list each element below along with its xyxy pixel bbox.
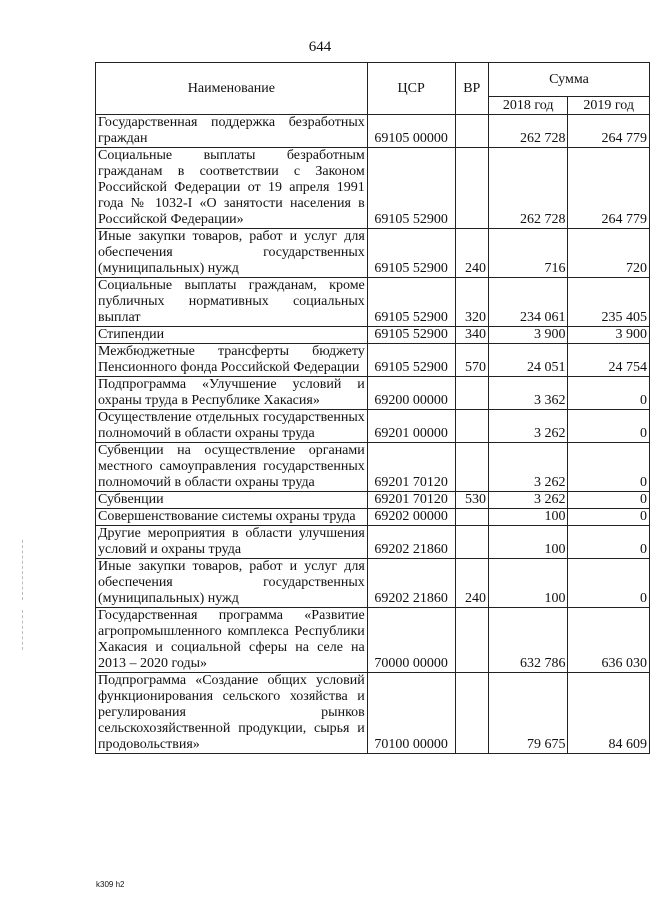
row-sum-2019: 0 xyxy=(568,559,650,608)
row-csr: 69105 52900 xyxy=(367,148,455,229)
table-row xyxy=(96,526,650,559)
row-vr xyxy=(455,443,488,492)
header-csr: ЦСР xyxy=(367,63,455,115)
row-vr: 530 xyxy=(455,492,488,509)
row-vr xyxy=(455,526,488,559)
header-vr: ВР xyxy=(455,63,488,115)
binding-mark-upper xyxy=(22,540,24,600)
row-csr: 69105 52900 xyxy=(367,327,455,344)
row-csr: 69200 00000 xyxy=(367,377,455,410)
row-sum-2018: 3 262 xyxy=(489,443,568,492)
binding-mark-lower xyxy=(22,610,24,650)
row-sum-2018: 100 xyxy=(489,526,568,559)
header-sum: Сумма xyxy=(489,63,650,97)
row-vr xyxy=(455,115,488,148)
row-vr xyxy=(455,608,488,673)
table-row xyxy=(96,344,650,377)
header-name: Наименование xyxy=(96,63,368,115)
row-sum-2019: 235 405 xyxy=(568,278,650,327)
header-row xyxy=(96,63,650,97)
row-sum-2019: 0 xyxy=(568,410,650,443)
row-vr: 240 xyxy=(455,229,488,278)
row-name: Иные закупки товаров, работ и услуг для обеспечения государственных (муниципальных) нужд xyxy=(96,559,368,608)
row-name: Государственная поддержка безработных граждан xyxy=(96,115,368,148)
table-row xyxy=(96,509,650,526)
footer-code: k309 h2 xyxy=(96,880,125,889)
header-year-2018: 2018 год xyxy=(489,97,568,115)
row-csr: 69201 00000 xyxy=(367,410,455,443)
row-sum-2018: 100 xyxy=(489,559,568,608)
row-sum-2018: 3 262 xyxy=(489,410,568,443)
row-sum-2018: 24 051 xyxy=(489,344,568,377)
row-vr xyxy=(455,377,488,410)
row-name: Другие мероприятия в области улучшения условий и охраны труда xyxy=(96,526,368,559)
row-name: Подпрограмма «Создание общих условий функционирования сельского хозяйства и регулирования рынков сельскохозяйственной продукции, сырья и продовольствия» xyxy=(96,673,368,754)
row-name: Подпрограмма «Улучшение условий и охраны труда в Республике Хакасия» xyxy=(96,377,368,410)
row-sum-2018: 716 xyxy=(489,229,568,278)
row-sum-2019: 3 900 xyxy=(568,327,650,344)
row-vr xyxy=(455,673,488,754)
table-row xyxy=(96,327,650,344)
table-row xyxy=(96,115,650,148)
row-csr: 69105 52900 xyxy=(367,278,455,327)
row-vr xyxy=(455,148,488,229)
table-row xyxy=(96,410,650,443)
row-csr: 69105 52900 xyxy=(367,344,455,377)
row-csr: 69202 21860 xyxy=(367,526,455,559)
row-sum-2019: 0 xyxy=(568,509,650,526)
row-sum-2018: 632 786 xyxy=(489,608,568,673)
row-name: Субвенции xyxy=(96,492,368,509)
row-sum-2018: 100 xyxy=(489,509,568,526)
table-row xyxy=(96,492,650,509)
row-vr: 570 xyxy=(455,344,488,377)
row-vr xyxy=(455,509,488,526)
row-sum-2019: 0 xyxy=(568,526,650,559)
row-csr: 69202 00000 xyxy=(367,509,455,526)
page-number: 644 xyxy=(308,39,332,55)
row-name: Стипендии xyxy=(96,327,368,344)
row-name: Осуществление отдельных государственных полномочий в области охраны труда xyxy=(96,410,368,443)
row-sum-2019: 0 xyxy=(568,377,650,410)
row-csr: 69105 52900 xyxy=(367,229,455,278)
row-csr: 69201 70120 xyxy=(367,443,455,492)
row-name: Субвенции на осуществление органами местного самоуправления государственных полномочий в области охраны труда xyxy=(96,443,368,492)
row-name: Иные закупки товаров, работ и услуг для обеспечения государственных (муниципальных) нужд xyxy=(96,229,368,278)
row-sum-2018: 79 675 xyxy=(489,673,568,754)
table-row xyxy=(96,673,650,754)
row-name: Межбюджетные трансферты бюджету Пенсионного фонда Российской Федерации xyxy=(96,344,368,377)
table-row xyxy=(96,559,650,608)
row-sum-2018: 3 362 xyxy=(489,377,568,410)
row-vr: 240 xyxy=(455,559,488,608)
row-sum-2018: 262 728 xyxy=(489,148,568,229)
row-name: Государственная программа «Развитие агропромышленного комплекса Республики Хакасия и социальной сферы на селе на 2013 – 2020 годы» xyxy=(96,608,368,673)
row-sum-2019: 24 754 xyxy=(568,344,650,377)
header-year-2019: 2019 год xyxy=(568,97,650,115)
row-csr: 69105 00000 xyxy=(367,115,455,148)
row-sum-2019: 0 xyxy=(568,443,650,492)
row-vr xyxy=(455,410,488,443)
table-row xyxy=(96,443,650,492)
row-sum-2019: 636 030 xyxy=(568,608,650,673)
row-csr: 69202 21860 xyxy=(367,559,455,608)
row-vr: 340 xyxy=(455,327,488,344)
row-csr: 69201 70120 xyxy=(367,492,455,509)
row-sum-2018: 262 728 xyxy=(489,115,568,148)
table-row xyxy=(96,229,650,278)
row-name: Совершенствование системы охраны труда xyxy=(96,509,368,526)
row-vr: 320 xyxy=(455,278,488,327)
row-csr: 70000 00000 xyxy=(367,608,455,673)
row-sum-2019: 720 xyxy=(568,229,650,278)
row-sum-2018: 234 061 xyxy=(489,278,568,327)
table-row xyxy=(96,608,650,673)
row-sum-2019: 0 xyxy=(568,492,650,509)
table-row xyxy=(96,148,650,229)
row-sum-2018: 3 262 xyxy=(489,492,568,509)
row-csr: 70100 00000 xyxy=(367,673,455,754)
row-name: Социальные выплаты гражданам, кроме публичных нормативных социальных выплат xyxy=(96,278,368,327)
budget-table xyxy=(95,62,650,754)
row-sum-2018: 3 900 xyxy=(489,327,568,344)
table-row xyxy=(96,377,650,410)
table-body xyxy=(96,115,650,754)
row-sum-2019: 264 779 xyxy=(568,148,650,229)
row-name: Социальные выплаты безработным гражданам в соответствии с Законом Российской Федерации от 19 апреля 1991 года № 1032-I «О занятости населения в Российской Федерации» xyxy=(96,148,368,229)
row-sum-2019: 84 609 xyxy=(568,673,650,754)
row-sum-2019: 264 779 xyxy=(568,115,650,148)
table-row xyxy=(96,278,650,327)
